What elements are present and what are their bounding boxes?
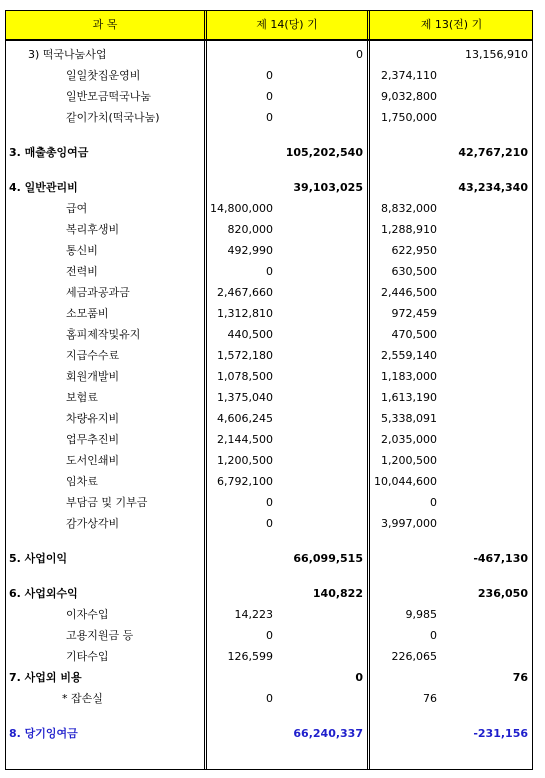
current-detail-value: 492,990 — [227, 244, 273, 257]
prior-detail-value: 2,374,110 — [381, 69, 437, 82]
current-detail-value: 0 — [266, 496, 273, 509]
current-detail-value: 14,223 — [234, 608, 273, 621]
table-row — [6, 65, 532, 86]
table-row — [6, 429, 532, 450]
prior-detail-value: 3,997,000 — [381, 517, 437, 530]
row-label: 3) 떡국나눔사업 — [28, 48, 107, 61]
row-label: 같이가치(떡국나눔) — [66, 111, 160, 124]
row-label: 감가상각비 — [66, 517, 120, 530]
current-total-value: 0 — [355, 671, 363, 684]
prior-total-value: 76 — [512, 671, 528, 684]
prior-total-value: 43,234,340 — [458, 181, 528, 194]
prior-total-value: 42,767,210 — [458, 146, 528, 159]
row-label: 4. 일반관리비 — [9, 181, 78, 194]
table-row — [6, 688, 532, 709]
current-total-value: 66,240,337 — [293, 727, 363, 740]
row-label: * 잡손실 — [62, 692, 103, 705]
prior-detail-value: 630,500 — [391, 265, 437, 278]
prior-detail-value: 226,065 — [391, 650, 437, 663]
prior-detail-value: 2,446,500 — [381, 286, 437, 299]
prior-detail-value: 9,985 — [405, 608, 437, 621]
row-label: 전력비 — [66, 265, 98, 278]
table-row — [6, 219, 532, 240]
table-row — [6, 667, 532, 688]
header-current-period: 제 14(당) 기 — [256, 18, 318, 31]
table-row — [6, 492, 532, 513]
table-row — [6, 548, 532, 569]
table-row — [6, 282, 532, 303]
table-row — [6, 450, 532, 471]
current-detail-value: 4,606,245 — [217, 412, 273, 425]
table-row — [6, 387, 532, 408]
current-detail-value: 126,599 — [227, 650, 273, 663]
row-label: 이자수입 — [66, 608, 109, 621]
prior-detail-value: 972,459 — [391, 307, 437, 320]
row-label: 5. 사업이익 — [9, 552, 68, 565]
table-row — [6, 625, 532, 646]
table-row — [6, 471, 532, 492]
current-detail-value: 2,467,660 — [217, 286, 273, 299]
current-total-value: 105,202,540 — [285, 146, 363, 159]
row-label: 소모품비 — [66, 307, 109, 320]
current-detail-value: 820,000 — [227, 223, 273, 236]
current-detail-value: 1,200,500 — [217, 454, 273, 467]
prior-detail-value: 1,183,000 — [381, 370, 437, 383]
row-label: 6. 사업외수익 — [9, 587, 78, 600]
row-label: 일일찻집운영비 — [66, 69, 141, 82]
table-row — [6, 303, 532, 324]
prior-detail-value: 0 — [430, 629, 437, 642]
current-detail-value: 0 — [266, 265, 273, 278]
row-label: 홈피제작및유지 — [66, 328, 141, 341]
current-detail-value: 1,375,040 — [217, 391, 273, 404]
row-label: 8. 당기잉여금 — [9, 727, 78, 740]
prior-detail-value: 0 — [430, 496, 437, 509]
row-label: 일반모금떡국나눔 — [66, 90, 152, 103]
current-detail-value: 0 — [266, 517, 273, 530]
prior-total-value: 236,050 — [477, 587, 528, 600]
current-total-value: 66,099,515 — [293, 552, 363, 565]
current-detail-value: 0 — [266, 692, 273, 705]
current-detail-value: 0 — [266, 111, 273, 124]
header-prior-period: 제 13(전) 기 — [420, 18, 483, 31]
prior-detail-value: 9,032,800 — [381, 90, 437, 103]
table-row — [6, 44, 532, 65]
prior-detail-value: 8,832,000 — [381, 202, 437, 215]
row-label: 지급수수료 — [66, 349, 120, 362]
current-detail-value: 0 — [266, 69, 273, 82]
table-row — [6, 86, 532, 107]
current-total-value: 0 — [356, 48, 363, 61]
row-label: 보험료 — [66, 391, 98, 404]
table-row — [6, 408, 532, 429]
prior-detail-value: 76 — [423, 692, 437, 705]
table-row — [6, 646, 532, 667]
prior-total-value: -231,156 — [473, 727, 528, 740]
prior-detail-value: 470,500 — [391, 328, 437, 341]
table-row — [6, 583, 532, 604]
current-detail-value: 2,144,500 — [217, 433, 273, 446]
current-detail-value: 1,572,180 — [217, 349, 273, 362]
current-detail-value: 440,500 — [227, 328, 273, 341]
current-detail-value: 0 — [266, 90, 273, 103]
current-detail-value: 6,792,100 — [217, 475, 273, 488]
table-row — [6, 324, 532, 345]
prior-detail-value: 1,613,190 — [381, 391, 437, 404]
header-subject: 과 목 — [92, 18, 118, 31]
table-row — [6, 345, 532, 366]
table-row — [6, 240, 532, 261]
table-row — [6, 604, 532, 625]
table-row — [6, 513, 532, 534]
row-label: 도서인쇄비 — [66, 454, 120, 467]
prior-total-value: -467,130 — [473, 552, 528, 565]
row-label: 3. 매출총잉여금 — [9, 146, 89, 159]
row-label: 급여 — [66, 202, 88, 215]
row-label: 차량유지비 — [66, 412, 120, 425]
table-row — [6, 198, 532, 219]
prior-detail-value: 622,950 — [391, 244, 437, 257]
table-row — [6, 261, 532, 282]
row-label: 복리후생비 — [66, 223, 120, 236]
table-header — [6, 11, 532, 41]
current-detail-value: 14,800,000 — [210, 202, 273, 215]
row-label: 회원개발비 — [66, 370, 120, 383]
table-row — [6, 142, 532, 163]
prior-detail-value: 10,044,600 — [374, 475, 437, 488]
table-row — [6, 177, 532, 198]
table-row — [6, 366, 532, 387]
row-label: 기타수입 — [66, 650, 109, 663]
table-row — [6, 723, 532, 744]
current-detail-value: 0 — [266, 629, 273, 642]
current-detail-value: 1,078,500 — [217, 370, 273, 383]
prior-detail-value: 1,288,910 — [381, 223, 437, 236]
row-label: 세금과공과금 — [66, 286, 130, 299]
prior-detail-value: 2,559,140 — [381, 349, 437, 362]
row-label: 통신비 — [66, 244, 98, 257]
prior-detail-value: 5,338,091 — [381, 412, 437, 425]
row-label: 임차료 — [66, 475, 98, 488]
prior-detail-value: 2,035,000 — [381, 433, 437, 446]
row-label: 7. 사업외 비용 — [9, 671, 82, 684]
table-row — [6, 107, 532, 128]
prior-total-value: 13,156,910 — [465, 48, 528, 61]
row-label: 업무추진비 — [66, 433, 120, 446]
row-label: 고용지원금 등 — [66, 629, 134, 642]
current-total-value: 140,822 — [312, 587, 363, 600]
financial-statement-table — [5, 10, 533, 770]
prior-detail-value: 1,750,000 — [381, 111, 437, 124]
current-total-value: 39,103,025 — [293, 181, 363, 194]
row-label: 부담금 및 기부금 — [66, 496, 148, 509]
prior-detail-value: 1,200,500 — [381, 454, 437, 467]
current-detail-value: 1,312,810 — [217, 307, 273, 320]
